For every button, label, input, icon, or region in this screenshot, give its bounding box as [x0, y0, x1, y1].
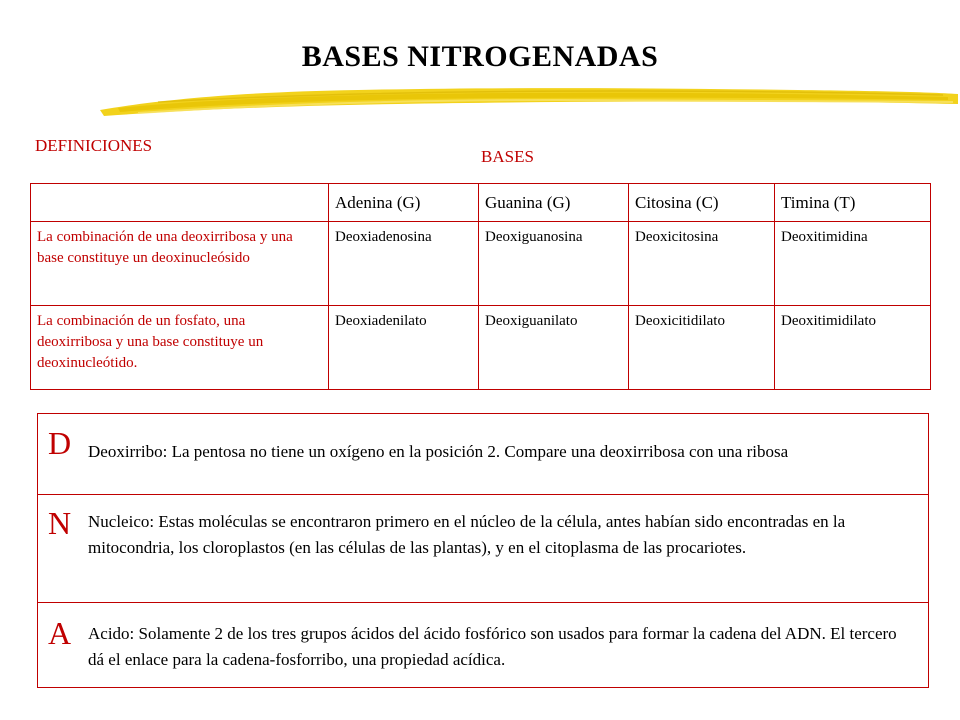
note-letter: A: [48, 615, 72, 651]
bases-table: [30, 183, 931, 390]
note-letter: D: [48, 425, 72, 461]
table-cell: Deoxiguanosina: [479, 222, 629, 306]
definition-cell: La combinación de una deoxirribosa y una base constituye un deoxinucleósido: [31, 222, 329, 306]
definitions-label: DEFINICIONES: [35, 136, 153, 155]
yellow-brush-stroke: [98, 78, 960, 120]
page-title: BASES NITROGENADAS: [301, 40, 659, 73]
note-acido: [38, 603, 928, 687]
table-row: [31, 306, 931, 390]
header-cell-timina: Timina (T): [775, 184, 931, 222]
table-cell: Deoxicitidilato: [629, 306, 775, 390]
header-cell-adenina: Adenina (G): [329, 184, 479, 222]
table-cell: Deoxitimidina: [775, 222, 931, 306]
note-letter: N: [48, 505, 72, 541]
table-row: [31, 222, 931, 306]
table-cell: Deoxiguanilato: [479, 306, 629, 390]
table-cell: Deoxicitosina: [629, 222, 775, 306]
definition-cell: La combinación de un fosfato, una deoxirribosa y una base constituye un deoxinucleótido.: [31, 306, 329, 390]
header-cell-citosina: Citosina (C): [629, 184, 775, 222]
note-text: Acido: Solamente 2 de los tres grupos ácidos del ácido fosfórico son usados para formar la cadena del ADN. El tercero dá el enlace para la cadena-fosforribo, una propiedad acídica.: [88, 624, 897, 669]
table-cell: Deoxiadenosina: [329, 222, 479, 306]
bases-label: BASES: [481, 147, 534, 166]
note-deoxirribo: [38, 414, 928, 495]
table-header-row: [31, 184, 931, 222]
header-cell-guanina: Guanina (G): [479, 184, 629, 222]
table-cell: Deoxitimidilato: [775, 306, 931, 390]
dna-acronym-notes: [37, 413, 929, 688]
header-cell-empty: [31, 184, 329, 222]
note-nucleico: [38, 495, 928, 603]
note-text: Deoxirribo: La pentosa no tiene un oxígeno en la posición 2. Compare una deoxirribosa con una ribosa: [88, 442, 789, 461]
note-text: Nucleico: Estas moléculas se encontraron primero en el núcleo de la célula, antes habían sido encontradas en la mitocondria, los cloroplastos (en las células de las plantas), y en el citoplasma de las procariotes.: [88, 512, 846, 557]
table-cell: Deoxiadenilato: [329, 306, 479, 390]
